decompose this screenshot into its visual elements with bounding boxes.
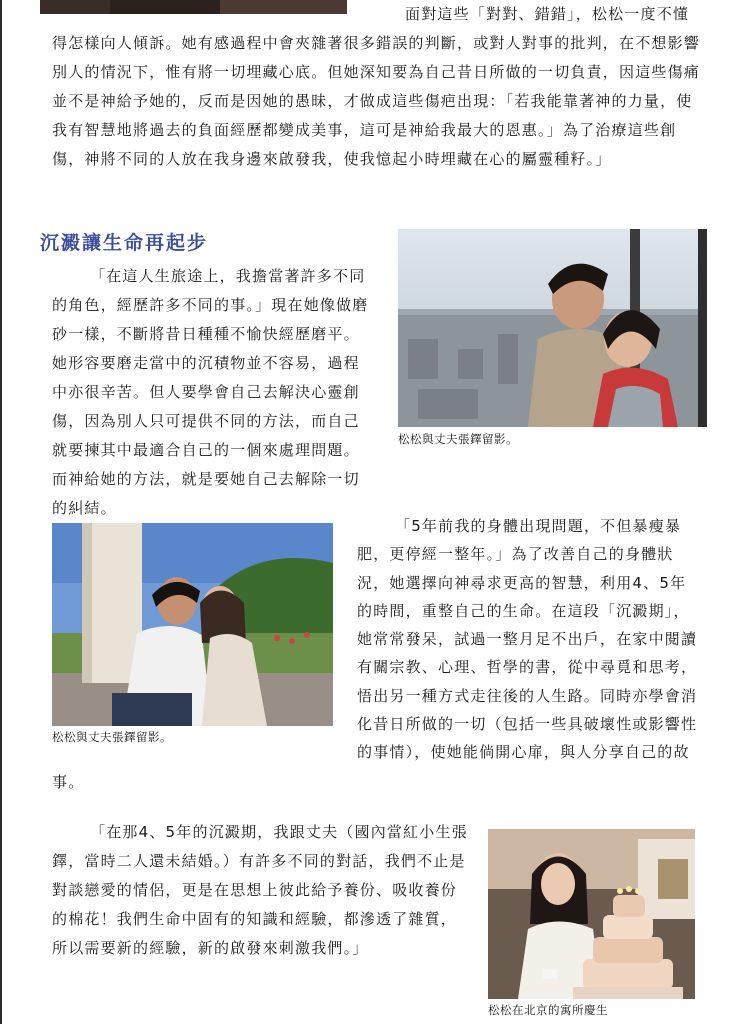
section4-paragraph bbox=[52, 818, 472, 963]
couple-outdoor-photo bbox=[52, 523, 333, 726]
section3-tail: 事。 bbox=[52, 773, 85, 791]
top-photo-fragment bbox=[40, 0, 347, 14]
page-left-border bbox=[0, 0, 2, 1024]
birthday-photo bbox=[488, 829, 695, 999]
section3-paragraph bbox=[357, 512, 702, 767]
section2-text: 「在這人生旅途上，我擔當著許多不同的角色，經歷許多不同的事。」現在她像做磨砂一樣，不斷將昔日種種不愉快經歷磨平。她形容要磨走當中的沉積物並不容易，過程中亦很辛苦。但人要學會自己去解決心靈創傷，因為別人只可提供不同的方法，而自己就要揀其中最適合自己的一個來處理問題。而神給她的方法，就是要她自己去解除一切的糾結。 bbox=[52, 267, 369, 517]
intro-first-line: 面對這些「對對、錯錯」，松松一度不懂 bbox=[405, 5, 690, 23]
section3-text: 「5年前我的身體出現問題，不但暴瘦暴肥，更停經一整年。」為了改善自己的身體狀況，她選擇向神尋求更高的智慧，利用4、5年的時間，重整自己的生命。在這段「沉澱期」，她常常發呆，試過一整月足不出戶，在家中閱讀有關宗教、心理、哲學的書，從中尋覓和思考，悟出另一種方式走往後的人生路。同時亦學會消化昔日所做的一切（包括一些具破壞性或影響性的事情），使她能倘開心扉，與人分享自己的故 bbox=[357, 517, 698, 762]
photo1-caption: 松松與丈夫張鐸留影。 bbox=[398, 432, 518, 446]
section2-paragraph bbox=[52, 262, 374, 523]
section4-text: 「在那4、5年的沉澱期，我跟丈夫（國內當紅小生張鐸，當時二人還未結婚。）有許多不同的對話，我們不止是對談戀愛的情侶，更是在思想上彼此給予養份、吸收養份的棉花！我們生命中固有的知識和經驗，都滲透了雜質，所以需要新的經驗，新的啟發來刺激我們。」 bbox=[52, 823, 468, 957]
section-heading: 沉澱讓生命再起步 bbox=[40, 232, 209, 254]
photo3-caption: 松松在北京的寓所慶生 bbox=[488, 1003, 608, 1017]
intro-paragraph: 得怎樣向人傾訴。她有感過程中會夾雜著很多錯誤的判斷，或對人對事的批判，在不想影響別人的情況下，惟有將一切埋藏心底。但她深知要為自己昔日所做的一切負責，因這些傷痛並不是神給予她的，反而是因她的愚昧，才做成這些傷疤出現：「若我能靠著神的力量，使我有智慧地將過去的負面經歷都變成美事，這可是神給我最大的恩惠。」為了治療這些創傷，神將不同的人放在我身邊來啟發我，使我憶起小時埋藏在心的屬靈種籽。」 bbox=[52, 34, 701, 168]
photo2-caption: 松松與丈夫張鐸留影。 bbox=[52, 730, 172, 744]
couple-window-photo bbox=[398, 229, 707, 427]
